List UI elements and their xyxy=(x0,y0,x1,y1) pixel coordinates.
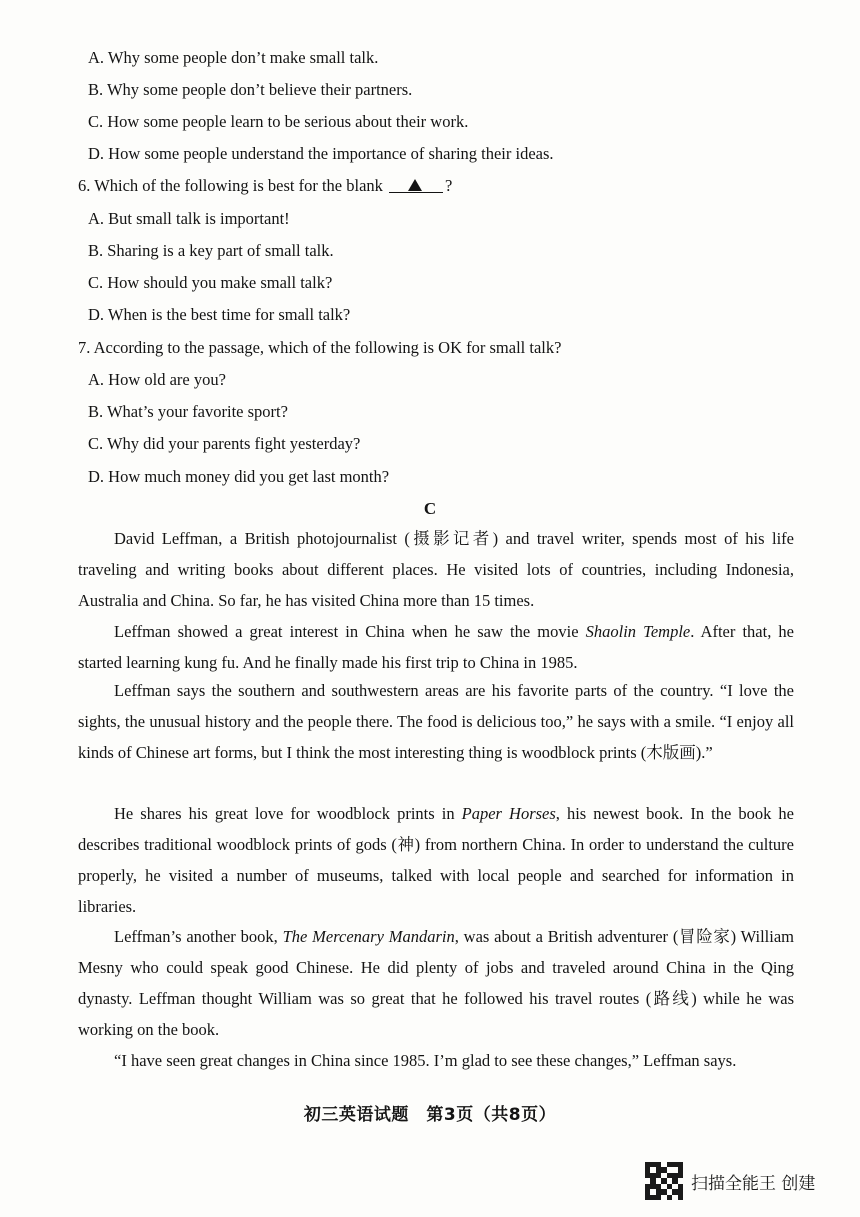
watermark-text: 扫描全能王 创建 xyxy=(691,1173,816,1194)
q5-option-d: D. How some people understand the importance of sharing their ideas. xyxy=(88,144,554,163)
answer-blank xyxy=(389,178,443,193)
q6-stem-line xyxy=(78,176,452,196)
paragraph-5 xyxy=(78,921,794,1045)
page-footer: 初三英语试题 第3页（共8页） xyxy=(303,1105,557,1125)
paragraph-2-text-a: Leffman showed a great interest in China when he saw the movie xyxy=(114,622,586,641)
q7-option-d: D. How much money did you get last month? xyxy=(88,467,390,486)
q7-stem: 7. According to the passage, which of the following is OK for small talk? xyxy=(78,338,562,357)
paragraph-6-text: “I have seen great changes in China since 1985. I’m glad to see these changes,” Leffman says. xyxy=(114,1051,737,1070)
q6-stem: 6. Which of the following is best for the blank xyxy=(78,176,383,195)
movie-title: Shaolin Temple xyxy=(585,622,691,641)
paragraph-1 xyxy=(78,523,794,616)
q5-option-b: B. Why some people don’t believe their partners. xyxy=(88,80,413,99)
section-c-heading: C xyxy=(423,499,437,518)
paragraph-2 xyxy=(78,616,794,678)
q6-option-d: D. When is the best time for small talk? xyxy=(88,305,351,324)
q5-option-c: C. How some people learn to be serious about their work. xyxy=(88,112,469,131)
paragraph-4 xyxy=(78,798,794,922)
paragraph-5-text-a: Leffman’s another book, xyxy=(114,927,283,946)
qr-code-icon xyxy=(645,1162,683,1200)
paragraph-4-text-b: , his newest book. In the book he describes traditional woodblock prints of gods (神) from northern China. In order to understand the culture properly, he visited a number of museums, talked with local people and searched for information in libraries. xyxy=(78,804,794,916)
paragraph-3 xyxy=(78,675,794,768)
paragraph-5-text-b: , was about a British adventurer (冒险家) William Mesny who could speak good Chinese. He did plenty of jobs and traveled around China in the Qing dynasty. Leffman thought William was so great that he followed his travel routes (路线) while he was working on the book. xyxy=(78,927,794,1039)
triangle-icon xyxy=(408,179,422,191)
book-title-paper-horses: Paper Horses xyxy=(461,804,556,823)
q6-option-b: B. Sharing is a key part of small talk. xyxy=(88,241,334,260)
book-title-mercenary-mandarin: The Mercenary Mandarin xyxy=(282,927,455,946)
paragraph-3-text: Leffman says the southern and southwestern areas are his favorite parts of the country. “I love the sights, the unusual history and the people there. The food is delicious too,” he says with a smile. “I enjoy all kinds of Chinese art forms, but I think the most interesting thing is woodblock prints (木版画).” xyxy=(78,681,794,762)
q7-option-c: C. Why did your parents fight yesterday? xyxy=(88,434,361,453)
paragraph-2-text-b: . After that, he started learning kung fu. And he finally made his first trip to China in 1985. xyxy=(78,622,795,672)
q7-option-a: A. How old are you? xyxy=(88,370,226,389)
q6-option-c: C. How should you make small talk? xyxy=(88,273,333,292)
q5-option-a: A. Why some people don’t make small talk. xyxy=(88,48,379,67)
paragraph-4-text-a: He shares his great love for woodblock prints in xyxy=(114,804,462,823)
q6-option-a: A. But small talk is important! xyxy=(88,209,290,228)
q7-option-b: B. What’s your favorite sport? xyxy=(88,402,288,421)
q6-stem-end: ? xyxy=(445,176,453,195)
paragraph-6 xyxy=(78,1045,794,1076)
scanner-watermark xyxy=(645,1161,815,1201)
paragraph-1-text: David Leffman, a British photojournalist (摄影记者) and travel writer, spends most of his life traveling and writing books about different places. He visited lots of countries, including Indonesia, Australia and China. So far, he has visited China more than 15 times. xyxy=(78,529,794,610)
